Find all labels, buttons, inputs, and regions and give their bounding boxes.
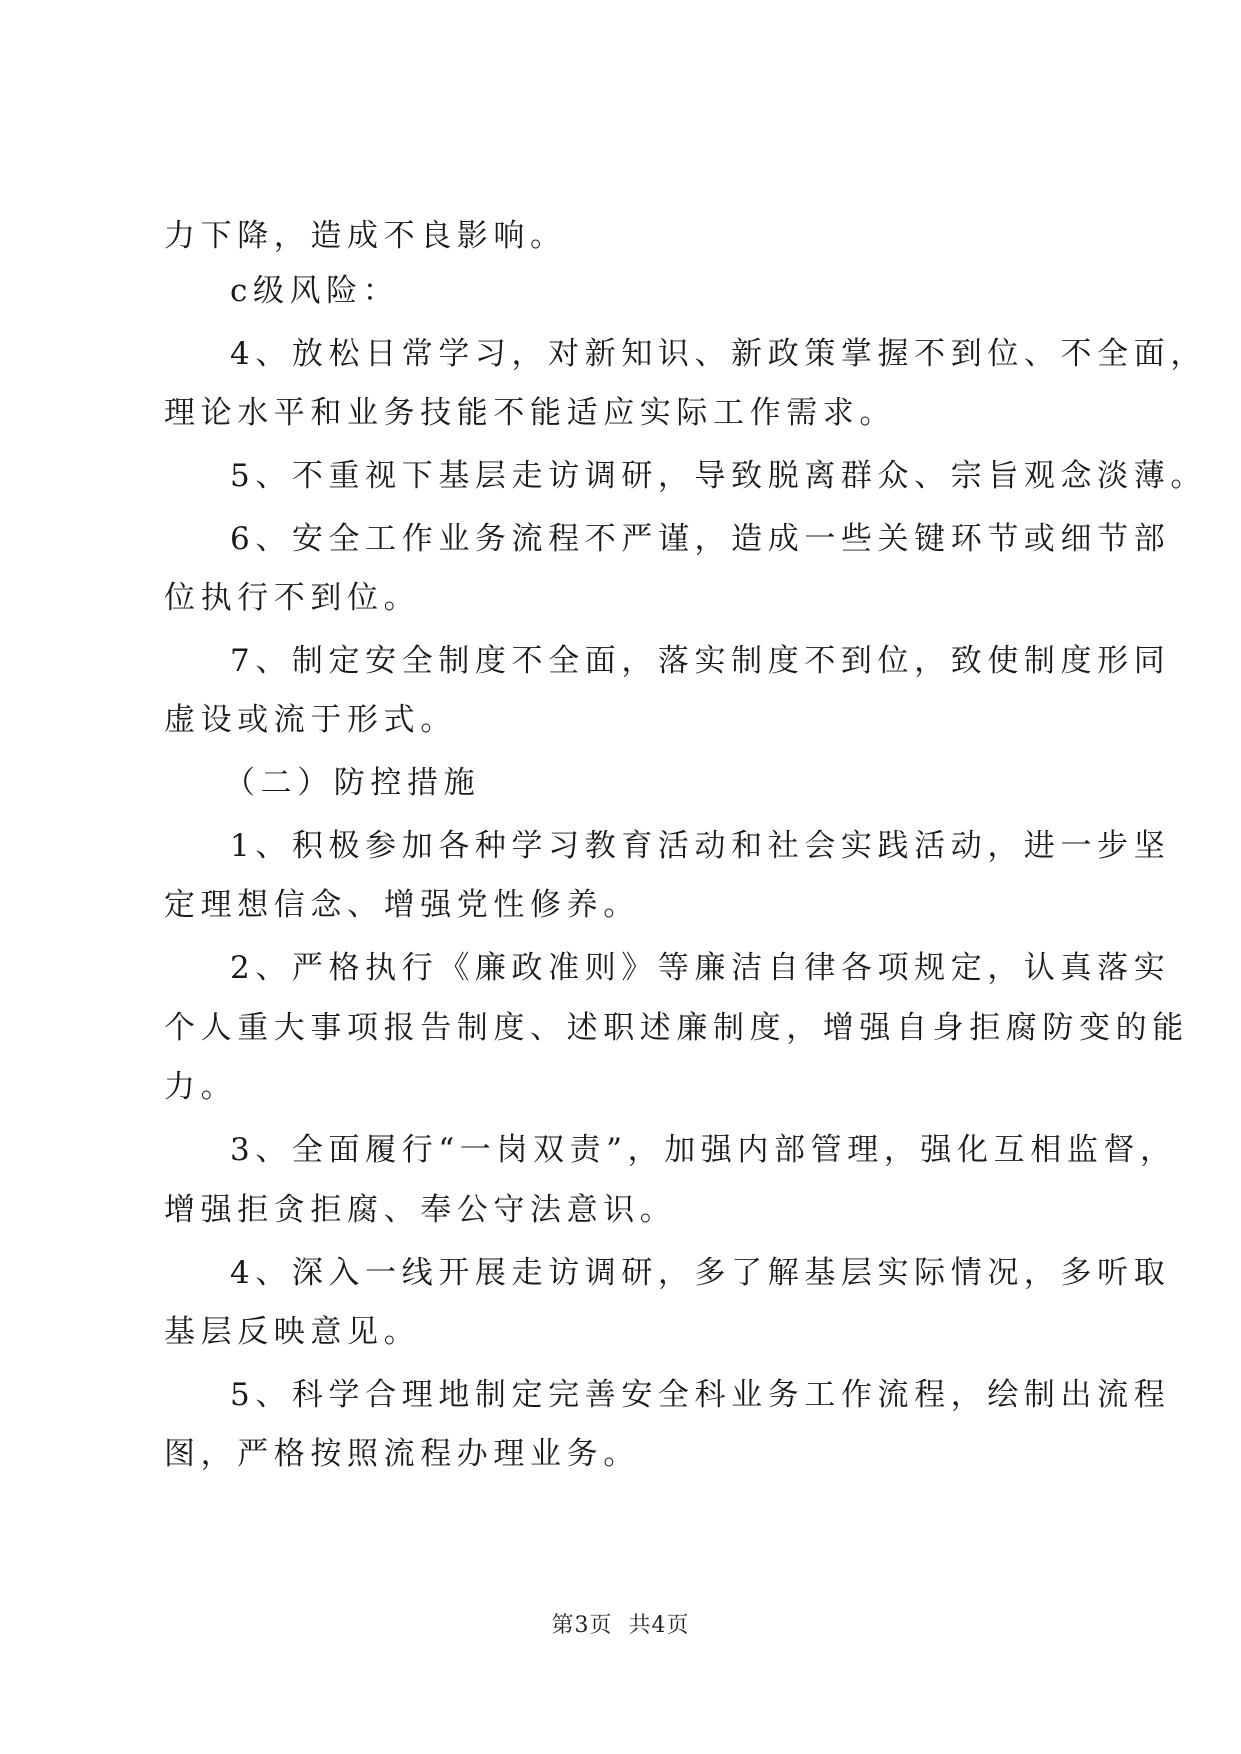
text-line-13: 2、严格执行《廉政准则》等廉洁自律各项规定，认真落实 [230,950,1171,986]
text-line-4: 理论水平和业务技能不能适应实际工作需求。 [164,395,896,431]
text-line-12: 定理想信念、增强党性修养。 [164,887,640,923]
page-total: 共4页 [628,1613,690,1638]
text-line-18: 4、深入一线开展走访调研，多了解基层实际情况，多听取 [230,1255,1171,1291]
text-line-14: 个人重大事项报告制度、述职述廉制度，增强自身拒腐防变的能 [164,1010,1189,1046]
text-line-15: 力。 [164,1069,238,1105]
page-number: 第3页 [551,1613,613,1638]
text-line-1: 力下降，造成不良影响。 [164,218,567,254]
text-line-6: 6、安全工作业务流程不严谨，造成一些关键环节或细节部 [230,521,1171,557]
text-line-8: 7、制定安全制度不全面，落实制度不到位，致使制度形同 [230,643,1171,679]
text-line-11: 1、积极参加各种学习教育活动和社会实践活动，进一步坚 [230,828,1171,864]
risk-level-heading: c级风险： [230,273,400,309]
text-line-19: 基层反映意见。 [164,1314,421,1350]
section-heading: （二）防控措施 [224,765,481,801]
text-line-5: 5、不重视下基层走访调研，导致脱离群众、宗旨观念淡薄。 [230,458,1207,494]
text-line-21: 图，严格按照流程办理业务。 [164,1436,640,1472]
text-line-17: 增强拒贪拒腐、奉公守法意识。 [164,1192,677,1228]
text-line-3: 4、放松日常学习，对新知识、新政策掌握不到位、不全面， [230,336,1207,372]
text-line-9: 虚设或流于形式。 [164,702,457,738]
text-line-7: 位执行不到位。 [164,580,421,616]
page-footer [0,1612,1241,1640]
text-line-20: 5、科学合理地制定完善安全科业务工作流程，绘制出流程 [230,1377,1171,1413]
text-line-16: 3、全面履行“一岗双责”，加强内部管理，强化互相监督， [230,1132,1177,1168]
